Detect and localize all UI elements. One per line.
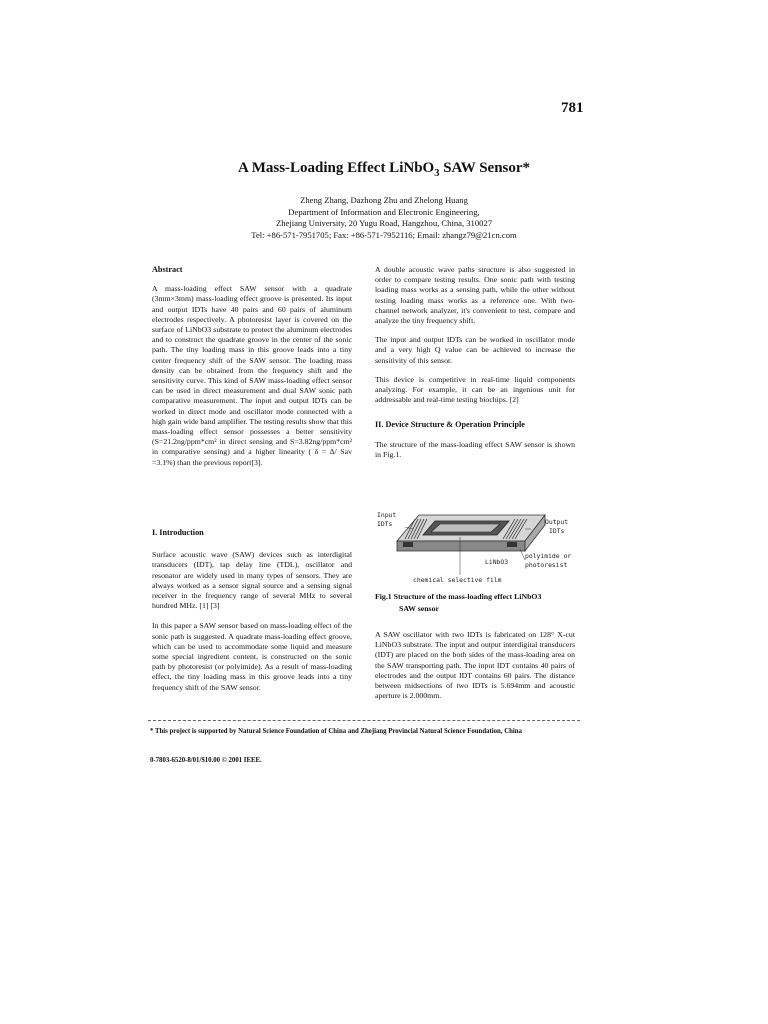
label-input: Input [377, 511, 397, 519]
introduction-paragraph-2: In this paper a SAW sensor based on mass-loading effect of the sonic path is suggested. A quadrate mass-loading effect groove, which can be used to accommodate some liquid and measure some special ingredient content, is constructed on the sonic path by photoresist (or polyimide). As a result of mass-loading effect, the tiny loading mass in this groove leads into a tiny frequency shift of the SAW sensor. [152, 621, 352, 692]
right-column-bottom [375, 630, 575, 701]
label-output: Output [545, 518, 569, 526]
figure-caption [375, 591, 575, 615]
abstract-section [152, 265, 352, 468]
authors: Zheng Zhang, Dazhong Zhu and Zhelong Huang [300, 195, 468, 205]
title-tail: SAW Sensor* [439, 160, 531, 176]
introduction-paragraph-1: Surface acoustic wave (SAW) devices such as interdigital transducers (IDT), tap delay line (TDL), oscillator and resonator are widely used in many types of sensors. They are always worked as a sensor signal source and a sensing signal receiver in the frequency range of several MHz to several hundred MHz. [1] [3] [152, 550, 352, 611]
author-block [150, 195, 618, 241]
right-paragraph-3: This device is competitive in real-time liquid components analyzing. For example, it can be an ingenious unit for addressable and real-time testing biochips. [2] [375, 374, 575, 405]
label-input-idts: IDTs [377, 520, 393, 528]
section-2-paragraph-2: A SAW oscillator with two IDTs is fabricated on 128° X-cut LiNbO3 substrate. The input and output interdigital transducers (IDT) are placed on the both sides of the mass-loading area on the SAW transporting path. The input IDT contains 40 pairs of electrodes and the output IDT contains 60 pairs. The distance between midsections of two IDTs is 5.694mm and acoustic aperture is 2.000mm. [375, 630, 575, 701]
title-main: A Mass-Loading Effect LiNbO [237, 160, 435, 176]
introduction-section [152, 528, 352, 693]
title-subscript: 3 [434, 168, 440, 179]
right-paragraph-1: A double acoustic wave paths structure is also suggested in order to compare testing results. One sonic path with testing loading mass works as a sensing path, while the other without testing loading mass works as a reference one. With two-channel network analyzer, it's convenient to test, compare and analyze the tiny frequency shift. [375, 265, 575, 326]
right-column-top [375, 265, 575, 460]
figure-1 [375, 505, 575, 585]
saw-sensor-diagram [375, 505, 575, 585]
figure-caption-line-2: SAW sensor [399, 604, 439, 613]
label-polyimide: polyimide or [525, 552, 572, 560]
page-number: 781 [561, 100, 584, 116]
right-paragraph-2: The input and output IDTs can be worked in oscillator mode and a very high Q value can be achieved to increase the sensitivity of this sensor. [375, 335, 575, 365]
introduction-heading: I. Introduction [152, 528, 204, 537]
label-linbo3: LiNbO3 [485, 558, 509, 566]
footnote: * This project is supported by Natural Science Foundation of China and Zhejiang Provincial Natural Science Foundation, China [150, 728, 522, 735]
section-2-paragraph-1: The structure of the mass-loading effect SAW sensor is shown in Fig.1. [375, 439, 575, 459]
affiliation-line-1: Department of Information and Electronic Engineering, [288, 206, 480, 217]
section-2-heading: II. Device Structure & Operation Principle [375, 420, 525, 430]
abstract-heading: Abstract [152, 265, 183, 274]
label-output-idts: IDTs [549, 527, 565, 535]
copyright-line: 0-7803-6520-8/01/$10.00 © 2001 IEEE. [150, 757, 262, 764]
affiliation-line-2: Zhejiang University, 20 Yugu Road, Hangzhou, China, 310027 [275, 218, 493, 229]
paper-title [150, 160, 618, 179]
abstract-text: A mass-loading effect SAW sensor with a quadrate (3mm×3mm) mass-loading effect groove is presented. Its input and output IDTs have 40 pairs and 60 pairs of aluminum electrodes respectively. A photoresist layer is covered on the surface of LiNbO3 substrate to protect the aluminum electrodes and to construct the quadrate groove in the center of the sonic path. The tiny loading mass in this groove leads into a tiny center frequency shift of the SAW sensor. The loading mass density can be obtained from the frequency shift and the sensitivity curve. This kind of SAW mass-loading effect sensor can be used in direct measurement and dual SAW sonic path comparative measurement. The input and output IDTs can be worked in direct mode and oscillator mode connected with a high gain wide band amplifier. The testing results show that this mass-loading effect sensor possesses a better sensitivity (S=21.2ng/ppm*cm² in direct sensing and S=3.82ng/ppm*cm² in comparative sensing) and a higher linearity ( δ = Δ/ Sav =3.1%) than the previous report[3]. [152, 284, 352, 467]
contact-line: Tel: +86-571-7951705; Fax: +86-571-7952116; Email: zhangz79@21cn.com [251, 229, 517, 240]
label-photoresist: photoresist [525, 561, 568, 569]
figure-caption-line-1: Fig.1 Structure of the mass-loading effect LiNbO3 [375, 592, 542, 601]
footnote-divider [148, 720, 580, 721]
label-chemical-film: chemical selective film [413, 576, 502, 584]
